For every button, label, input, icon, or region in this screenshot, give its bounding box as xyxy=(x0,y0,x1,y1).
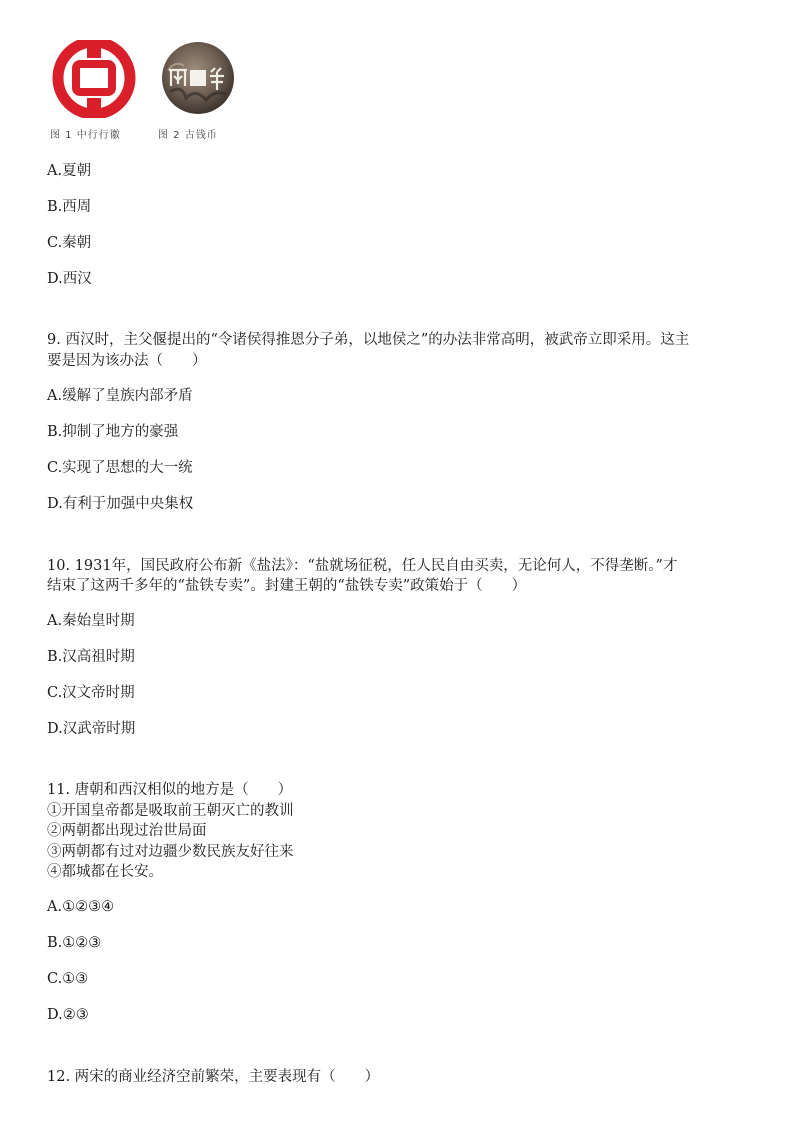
q12-stem-line-1: 12. 两宋的商业经济空前繁荣，主要表现有（ ） xyxy=(47,1069,380,1085)
q11-option-d: D.②③ xyxy=(47,1007,89,1023)
q9-option-d: D.有利于加强中央集权 xyxy=(47,496,194,512)
q10-stem-line-2: 结束了这两千多年的“盐铁专卖”。封建王朝的“盐铁专卖”政策始于（ ） xyxy=(47,578,527,594)
q10-option-a: A.秦始皇时期 xyxy=(47,613,135,629)
q11-option-b: B.①②③ xyxy=(47,935,102,951)
q11-option-a: A.①②③④ xyxy=(47,899,115,915)
q10-option-b: B.汉高祖时期 xyxy=(47,649,135,665)
q8-option-c: C.秦朝 xyxy=(47,235,92,251)
figure-1-caption: 图 1 中行行徽 xyxy=(50,130,121,141)
q9-stem-line-1: 9. 西汉时，主父偃提出的“令诸侯得推恩分子弟，以地侯之”的办法非常高明，被武帝立即采用。这主 xyxy=(47,332,690,348)
figure-2-caption: 图 2 古钱币 xyxy=(158,130,218,141)
q8-option-a: A.夏朝 xyxy=(47,163,92,179)
q10-stem-line-1: 10. 1931年，国民政府公布新《盐法》：“盐就场征税，任人民自由买卖，无论何人，不得垄断。”才 xyxy=(47,558,678,574)
q11-stem-line-4: ③两朝都有过对边疆少数民族友好往来 xyxy=(47,844,294,860)
q9-stem-line-2: 要是因为该办法（ ） xyxy=(47,353,207,369)
q11-stem-line-5: ④都城都在长安。 xyxy=(47,864,163,880)
q11-stem-line-2: ①开国皇帝都是吸取前王朝灭亡的教训 xyxy=(47,803,294,819)
bank-of-china-logo-icon xyxy=(50,40,138,118)
q11-stem-line-1: 11. 唐朝和西汉相似的地方是（ ） xyxy=(47,782,293,798)
q11-stem-line-3: ②两朝都出现过治世局面 xyxy=(47,823,207,839)
ancient-coin-icon xyxy=(156,40,244,118)
q8-option-b: B.西周 xyxy=(47,199,92,215)
q10-option-d: D.汉武帝时期 xyxy=(47,721,136,737)
q9-option-c: C.实现了思想的大一统 xyxy=(47,460,193,476)
q8-option-d: D.西汉 xyxy=(47,271,92,287)
q10-option-c: C.汉文帝时期 xyxy=(47,685,135,701)
q11-option-c: C.①③ xyxy=(47,971,89,987)
q9-option-a: A.缓解了皇族内部矛盾 xyxy=(47,388,193,404)
q9-option-b: B.抑制了地方的豪强 xyxy=(47,424,179,440)
figures-row xyxy=(46,38,266,148)
